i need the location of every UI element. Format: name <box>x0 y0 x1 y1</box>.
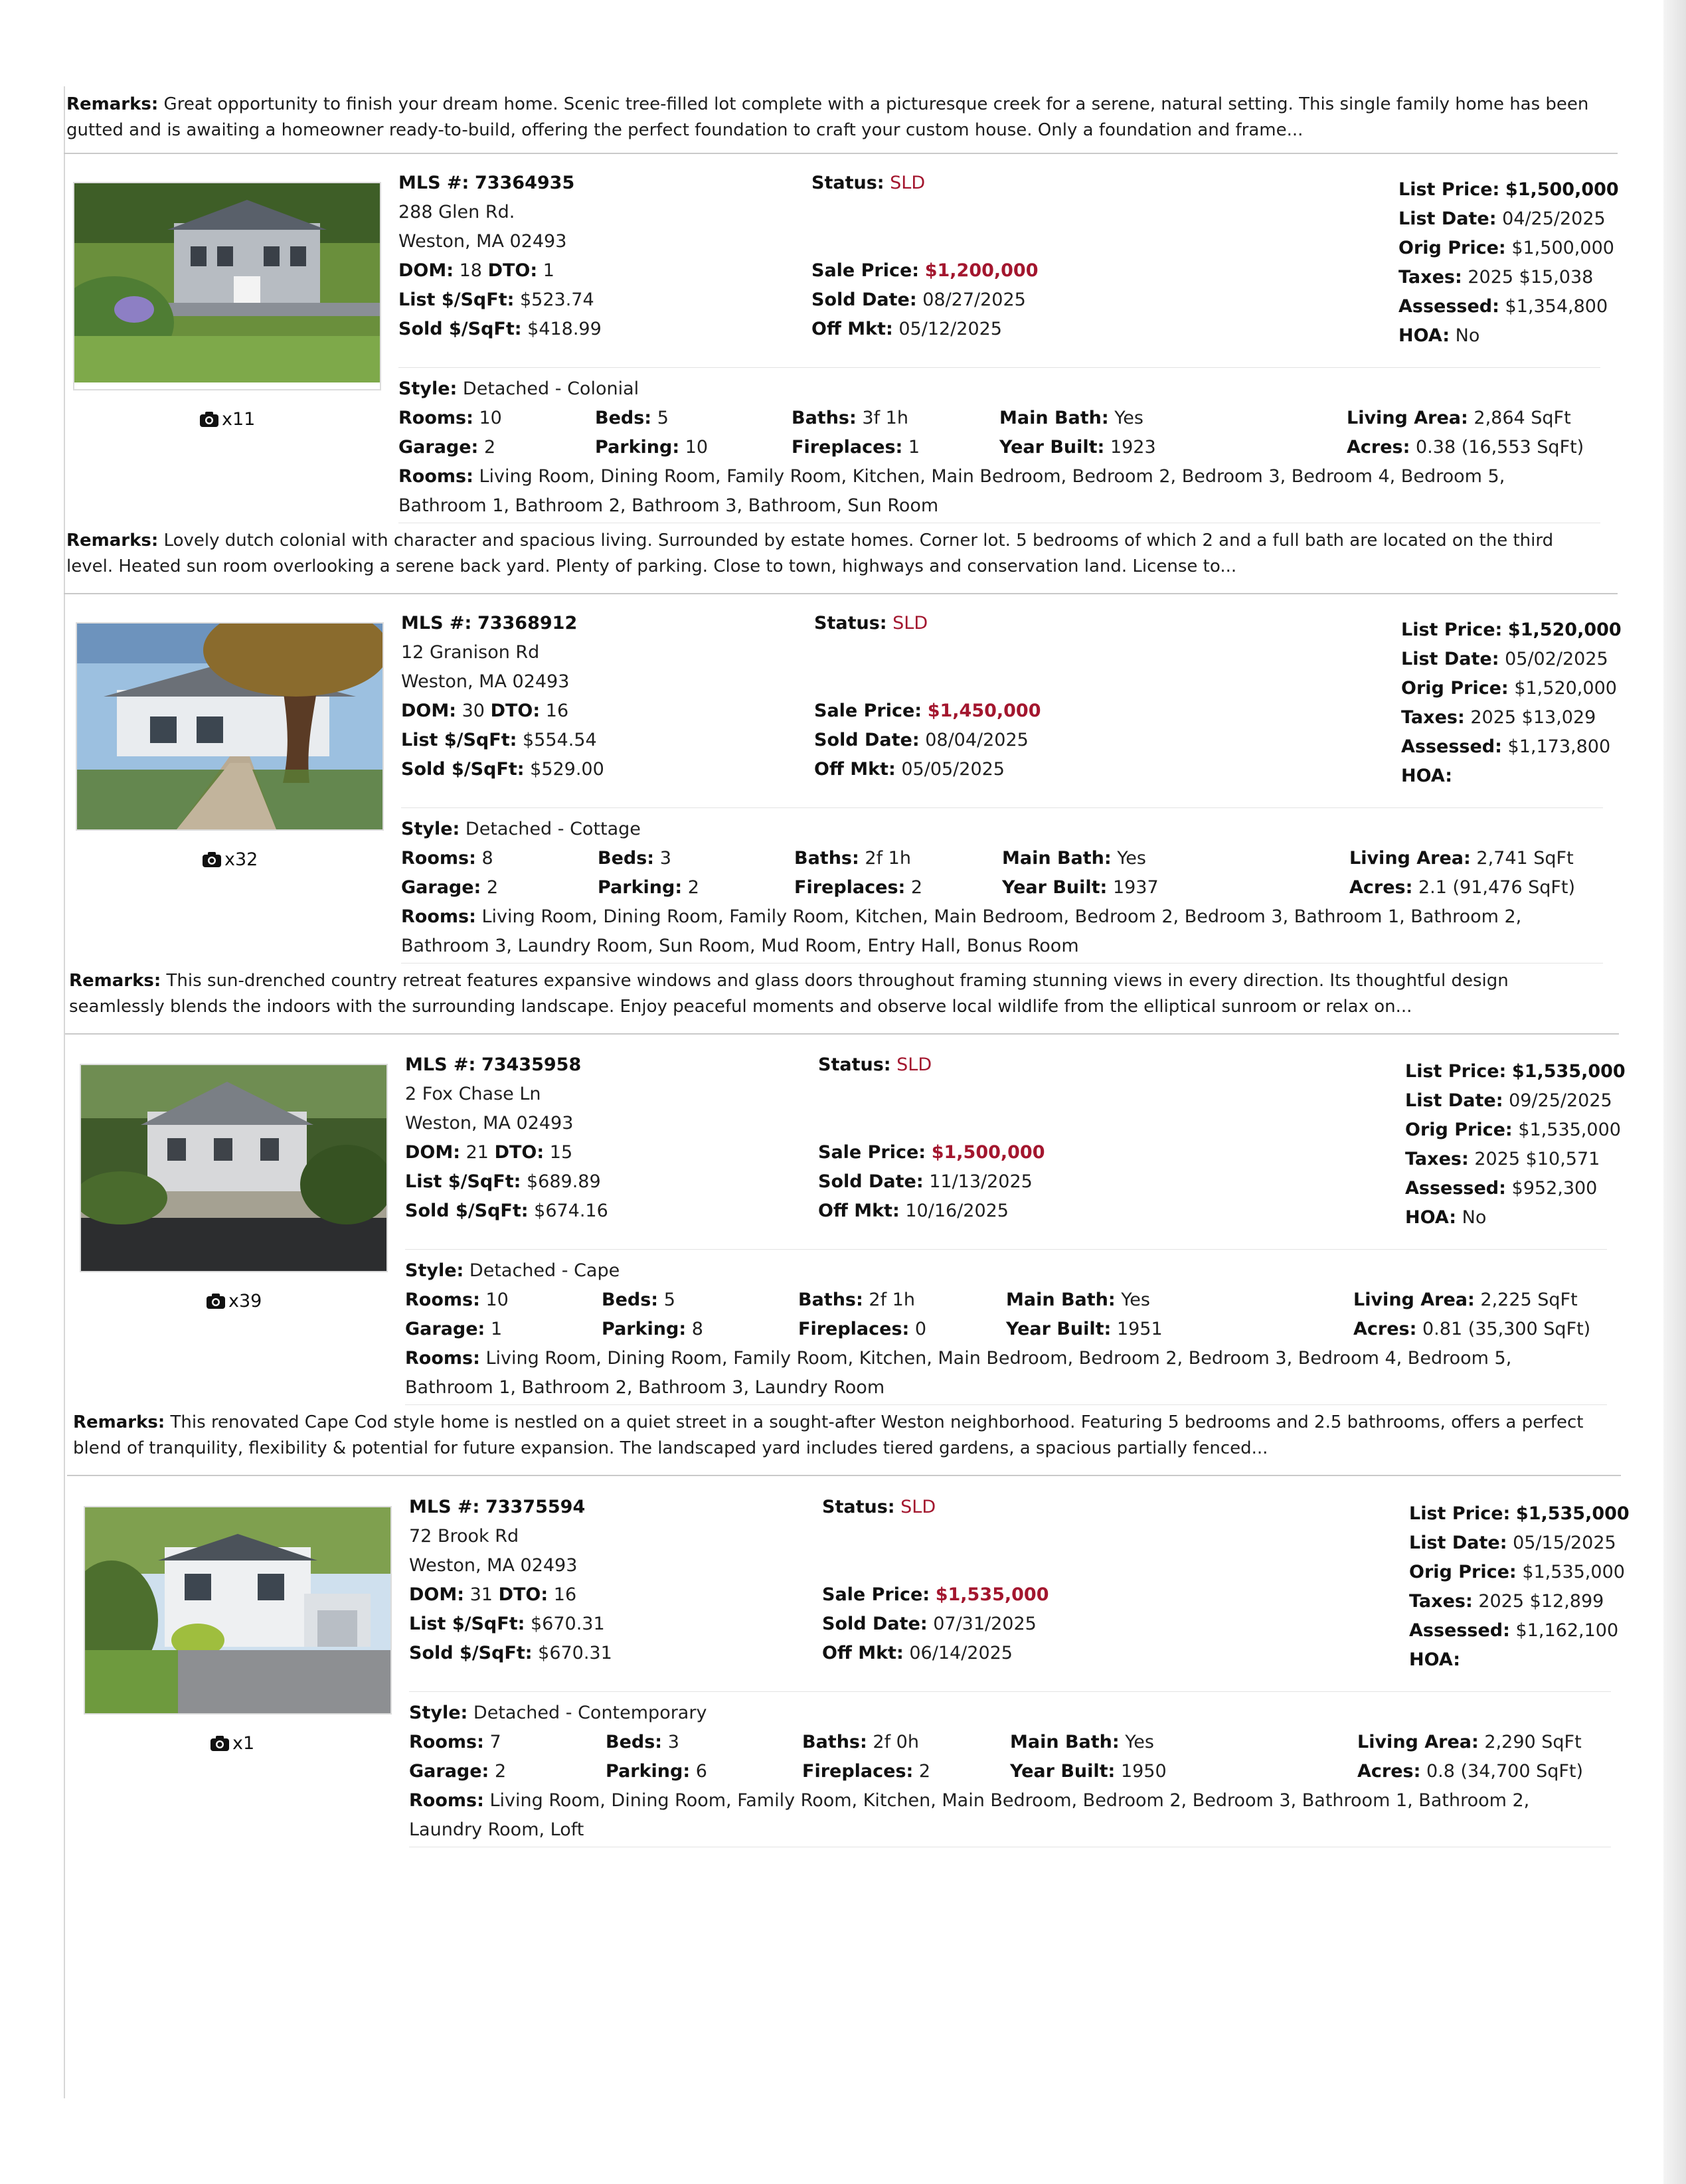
baths: Baths: 2f 1h <box>794 848 911 869</box>
status: Status: SLD <box>811 173 926 193</box>
listing-remarks: Remarks: This renovated Cape Cod style home is nestled on a quiet street in a sought-after Weston neighborhood. Featuring 5 bedrooms and 2.5 bathrooms, offers a perfect blend of tranquility, flexibility & potential for future expansion. The landscaped yard includes tiered gardens, a spacious partially fenced... <box>73 1412 1584 1458</box>
orig-price: Orig Price: $1,500,000 <box>1398 238 1614 258</box>
acres: Acres: 2.1 (91,476 SqFt) <box>1349 877 1576 898</box>
list-price: List Price: $1,500,000 <box>1398 179 1619 200</box>
section-divider <box>64 593 1618 594</box>
main-bath: Main Bath: Yes <box>999 408 1143 428</box>
status: Status: SLD <box>822 1497 936 1517</box>
rooms-count: Rooms: 10 <box>398 408 502 428</box>
taxes: Taxes: 2025 $10,571 <box>1405 1149 1600 1169</box>
list-date: List Date: 05/15/2025 <box>1409 1533 1616 1553</box>
list-price: List Price: $1,535,000 <box>1405 1061 1626 1082</box>
photo-count[interactable] <box>206 1291 262 1311</box>
dom-dto: DOM: 21 DTO: 15 <box>405 1142 573 1163</box>
parking: Parking: 10 <box>595 437 709 458</box>
garage: Garage: 2 <box>409 1761 507 1782</box>
remarks-label: Remarks: <box>66 94 159 114</box>
mls-number: MLS #: 73435958 <box>405 1054 582 1075</box>
photo-count-value: x39 <box>228 1291 262 1311</box>
year-built: Year Built: 1950 <box>1010 1761 1167 1782</box>
hoa: HOA: No <box>1405 1207 1487 1228</box>
year-built: Year Built: 1937 <box>1002 877 1159 898</box>
address-line-2: Weston, MA 02493 <box>401 671 570 692</box>
assessed-value: Assessed: $1,162,100 <box>1409 1620 1619 1641</box>
status-badge: SLD <box>892 613 928 633</box>
house-photo-icon <box>77 624 382 829</box>
garage: Garage: 2 <box>401 877 499 898</box>
mls-number: MLS #: 73368912 <box>401 613 578 633</box>
status: Status: SLD <box>814 613 928 633</box>
listing-remarks: Remarks: This sun-drenched country retreat features expansive windows and glass doors throughout framing stunning views in every direction. Its thoughtful design seamlessly blends the indoors with the surrounding landscape. Enjoy peaceful moments and observe local wildlife from the elliptical sunroom or relax on... <box>69 971 1509 1017</box>
living-area: Living Area: 2,290 SqFt <box>1357 1732 1582 1752</box>
listing-photo[interactable] <box>76 622 384 831</box>
mls-number: MLS #: 73375594 <box>409 1497 586 1517</box>
section-divider <box>64 153 1618 154</box>
row-divider <box>409 1691 1611 1692</box>
acres: Acres: 0.8 (34,700 SqFt) <box>1357 1761 1584 1782</box>
hoa: HOA: <box>1401 766 1453 786</box>
assessed-value: Assessed: $952,300 <box>1405 1178 1598 1199</box>
beds: Beds: 3 <box>606 1732 679 1752</box>
row-divider <box>405 1249 1607 1250</box>
section-divider <box>67 1475 1621 1476</box>
baths: Baths: 3f 1h <box>792 408 908 428</box>
living-area: Living Area: 2,864 SqFt <box>1347 408 1571 428</box>
list-date: List Date: 05/02/2025 <box>1401 649 1608 669</box>
camera-icon <box>210 1736 230 1752</box>
off-market-date: Off Mkt: 05/12/2025 <box>811 319 1002 339</box>
list-price-per-sqft: List $/SqFt: $670.31 <box>409 1614 605 1634</box>
taxes: Taxes: 2025 $12,899 <box>1409 1591 1604 1612</box>
parking: Parking: 6 <box>606 1761 707 1782</box>
listing-photo[interactable] <box>84 1506 392 1715</box>
living-area: Living Area: 2,225 SqFt <box>1353 1290 1578 1310</box>
parking: Parking: 2 <box>598 877 699 898</box>
photo-count-value: x32 <box>224 849 258 870</box>
remarks-text: Great opportunity to finish your dream home. Scenic tree-filled lot complete with a picturesque creek for a serene, natural setting. This single family home has been gutted and is awaiting a homeowner ready-to-build, offering the perfect foundation to craft your custom house. Only a foundation and frame... <box>66 94 1589 140</box>
main-bath: Main Bath: Yes <box>1006 1290 1150 1310</box>
status-badge: SLD <box>890 173 926 193</box>
fireplaces: Fireplaces: 1 <box>792 437 920 458</box>
baths: Baths: 2f 1h <box>798 1290 915 1310</box>
orig-price: Orig Price: $1,535,000 <box>1409 1562 1625 1582</box>
taxes: Taxes: 2025 $13,029 <box>1401 707 1596 728</box>
list-price-per-sqft: List $/SqFt: $523.74 <box>398 290 594 310</box>
orig-price: Orig Price: $1,535,000 <box>1405 1120 1621 1140</box>
assessed-value: Assessed: $1,354,800 <box>1398 296 1608 317</box>
address-line-2: Weston, MA 02493 <box>409 1555 578 1576</box>
sale-price: Sale Price: $1,450,000 <box>814 701 1041 721</box>
year-built: Year Built: 1951 <box>1006 1319 1163 1339</box>
row-divider <box>401 963 1603 964</box>
sale-price: Sale Price: $1,535,000 <box>822 1584 1049 1605</box>
beds: Beds: 5 <box>602 1290 675 1310</box>
main-bath: Main Bath: Yes <box>1002 848 1146 869</box>
camera-icon <box>199 412 219 428</box>
sale-price: Sale Price: $1,200,000 <box>811 260 1039 281</box>
house-photo-icon <box>81 1065 386 1271</box>
style: Style: Detached - Cottage <box>401 819 641 839</box>
main-bath: Main Bath: Yes <box>1010 1732 1154 1752</box>
scan-edge <box>1663 0 1686 2184</box>
camera-icon <box>202 852 222 868</box>
sold-price-per-sqft: Sold $/SqFt: $674.16 <box>405 1201 608 1221</box>
sold-date: Sold Date: 11/13/2025 <box>818 1171 1033 1192</box>
status: Status: SLD <box>818 1054 932 1075</box>
sold-price-per-sqft: Sold $/SqFt: $670.31 <box>409 1643 612 1663</box>
fireplaces: Fireplaces: 2 <box>802 1761 931 1782</box>
top-remarks <box>66 92 1594 143</box>
rooms-count: Rooms: 8 <box>401 848 493 869</box>
listing-photo[interactable] <box>80 1064 388 1272</box>
living-area: Living Area: 2,741 SqFt <box>1349 848 1574 869</box>
list-price: List Price: $1,535,000 <box>1409 1503 1630 1524</box>
list-price-per-sqft: List $/SqFt: $554.54 <box>401 730 597 750</box>
dom-dto: DOM: 18 DTO: 1 <box>398 260 554 281</box>
address-line-1: 2 Fox Chase Ln <box>405 1084 541 1104</box>
off-market-date: Off Mkt: 10/16/2025 <box>818 1201 1009 1221</box>
sale-price: Sale Price: $1,500,000 <box>818 1142 1045 1163</box>
section-divider <box>65 1033 1619 1035</box>
status-badge: SLD <box>900 1497 936 1517</box>
beds: Beds: 5 <box>595 408 669 428</box>
hoa: HOA: No <box>1398 325 1480 346</box>
beds: Beds: 3 <box>598 848 671 869</box>
sold-price-per-sqft: Sold $/SqFt: $529.00 <box>401 759 604 780</box>
rooms-count: Rooms: 7 <box>409 1732 501 1752</box>
address-line-1: 288 Glen Rd. <box>398 202 515 222</box>
photo-count[interactable] <box>210 1733 254 1754</box>
address-line-1: 12 Granison Rd <box>401 642 540 663</box>
acres: Acres: 0.38 (16,553 SqFt) <box>1347 437 1584 458</box>
sold-price-per-sqft: Sold $/SqFt: $418.99 <box>398 319 602 339</box>
year-built: Year Built: 1923 <box>999 437 1156 458</box>
fireplaces: Fireplaces: 0 <box>798 1319 927 1339</box>
listing-remarks: Remarks: Lovely dutch colonial with character and spacious living. Surrounded by estate homes. Corner lot. 5 bedrooms of which 2 and a full bath are located on the third level. Heated sun room overlooking a serene back yard. Plenty of parking. Close to town, highways and conservation land. License to... <box>66 531 1554 576</box>
room-list: Rooms: Living Room, Dining Room, Family Room, Kitchen, Main Bedroom, Bedroom 2, Bedroom 3, Bedroom 4, Bedroom 5, Bathroom 1, Bathroom 2, Bathroom 3, Bathroom, Sun Room <box>398 466 1505 516</box>
row-divider <box>405 1404 1607 1405</box>
style: Style: Detached - Colonial <box>398 378 639 399</box>
fireplaces: Fireplaces: 2 <box>794 877 923 898</box>
status-badge: SLD <box>896 1054 932 1075</box>
list-date: List Date: 04/25/2025 <box>1398 209 1606 229</box>
listing-photo[interactable] <box>73 182 381 390</box>
dom-dto: DOM: 30 DTO: 16 <box>401 701 569 721</box>
row-divider <box>398 367 1600 368</box>
room-list: Rooms: Living Room, Dining Room, Family Room, Kitchen, Main Bedroom, Bedroom 2, Bedroom 3, Bedroom 4, Bedroom 5, Bathroom 1, Bathroom 2, Bathroom 3, Laundry Room <box>405 1348 1512 1398</box>
parking: Parking: 8 <box>602 1319 703 1339</box>
acres: Acres: 0.81 (35,300 SqFt) <box>1353 1319 1591 1339</box>
taxes: Taxes: 2025 $15,038 <box>1398 267 1594 288</box>
photo-count-value: x1 <box>232 1733 255 1754</box>
list-price-per-sqft: List $/SqFt: $689.89 <box>405 1171 601 1192</box>
house-photo-icon <box>74 183 380 389</box>
room-list: Rooms: Living Room, Dining Room, Family Room, Kitchen, Main Bedroom, Bedroom 2, Bedroom 3, Bathroom 1, Bathroom 2, Laundry Room, Loft <box>409 1790 1530 1840</box>
assessed-value: Assessed: $1,173,800 <box>1401 736 1611 757</box>
address-line-2: Weston, MA 02493 <box>398 231 567 252</box>
mls-number: MLS #: 73364935 <box>398 173 575 193</box>
baths: Baths: 2f 0h <box>802 1732 919 1752</box>
house-photo-icon <box>85 1507 390 1713</box>
room-list: Rooms: Living Room, Dining Room, Family Room, Kitchen, Main Bedroom, Bedroom 2, Bedroom 3, Bathroom 1, Bathroom 2, Bathroom 3, Laundry Room, Sun Room, Mud Room, Entry Hall, Bonus Room <box>401 906 1522 956</box>
camera-icon <box>206 1294 226 1309</box>
orig-price: Orig Price: $1,520,000 <box>1401 678 1617 699</box>
dom-dto: DOM: 31 DTO: 16 <box>409 1584 577 1605</box>
garage: Garage: 1 <box>405 1319 503 1339</box>
sold-date: Sold Date: 08/27/2025 <box>811 290 1026 310</box>
address-line-2: Weston, MA 02493 <box>405 1113 574 1134</box>
garage: Garage: 2 <box>398 437 496 458</box>
rooms-count: Rooms: 10 <box>405 1290 509 1310</box>
style: Style: Detached - Cape <box>405 1260 620 1281</box>
list-date: List Date: 09/25/2025 <box>1405 1090 1612 1111</box>
photo-count[interactable] <box>202 849 258 870</box>
off-market-date: Off Mkt: 05/05/2025 <box>814 759 1005 780</box>
style: Style: Detached - Contemporary <box>409 1703 707 1723</box>
hoa: HOA: <box>1409 1649 1461 1670</box>
row-divider <box>401 807 1603 808</box>
list-price: List Price: $1,520,000 <box>1401 620 1622 640</box>
sold-date: Sold Date: 08/04/2025 <box>814 730 1029 750</box>
sold-date: Sold Date: 07/31/2025 <box>822 1614 1037 1634</box>
off-market-date: Off Mkt: 06/14/2025 <box>822 1643 1013 1663</box>
photo-count[interactable] <box>199 409 255 430</box>
photo-count-value: x11 <box>222 409 256 430</box>
address-line-1: 72 Brook Rd <box>409 1526 519 1547</box>
